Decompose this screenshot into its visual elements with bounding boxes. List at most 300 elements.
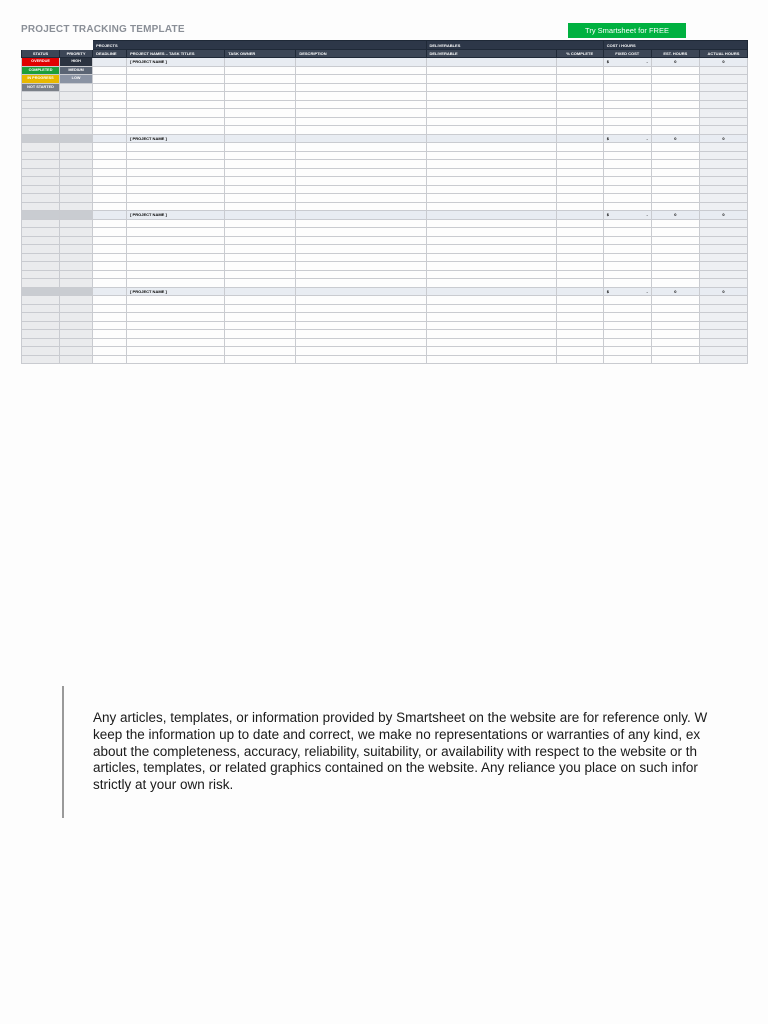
task-owner-cell[interactable] xyxy=(225,253,296,262)
actual-hours-cell[interactable] xyxy=(699,168,747,177)
deliverable-cell[interactable] xyxy=(426,355,556,364)
deadline-cell[interactable] xyxy=(93,338,127,347)
pct-complete-cell[interactable] xyxy=(556,92,603,101)
status-cell[interactable] xyxy=(22,279,60,288)
actual-hours-cell[interactable]: 0 xyxy=(699,211,747,220)
deliverable-cell[interactable] xyxy=(426,270,556,279)
deliverable-cell[interactable] xyxy=(426,313,556,322)
status-cell[interactable] xyxy=(22,321,60,330)
priority-cell[interactable] xyxy=(60,228,93,237)
priority-cell[interactable] xyxy=(60,236,93,245)
description-cell[interactable] xyxy=(296,236,426,245)
pct-complete-cell[interactable] xyxy=(556,151,603,160)
deadline-cell[interactable] xyxy=(93,211,127,220)
project-name-cell[interactable] xyxy=(127,355,225,364)
deadline-cell[interactable] xyxy=(93,202,127,211)
project-name-cell[interactable] xyxy=(127,270,225,279)
est-hours-cell[interactable] xyxy=(651,83,699,92)
status-cell[interactable] xyxy=(22,177,60,186)
actual-hours-cell[interactable] xyxy=(699,151,747,160)
task-owner-cell[interactable] xyxy=(225,83,296,92)
actual-hours-cell[interactable] xyxy=(699,262,747,271)
fixed-cost-cell[interactable] xyxy=(603,83,651,92)
task-owner-cell[interactable] xyxy=(225,168,296,177)
project-name-cell[interactable] xyxy=(127,296,225,305)
status-cell[interactable] xyxy=(22,347,60,356)
actual-hours-cell[interactable] xyxy=(699,347,747,356)
priority-cell[interactable] xyxy=(60,321,93,330)
pct-complete-cell[interactable] xyxy=(556,279,603,288)
pct-complete-cell[interactable] xyxy=(556,177,603,186)
task-owner-cell[interactable] xyxy=(225,100,296,109)
fixed-cost-cell[interactable] xyxy=(603,143,651,152)
actual-hours-cell[interactable] xyxy=(699,321,747,330)
est-hours-cell[interactable]: 0 xyxy=(651,134,699,143)
deliverable-cell[interactable] xyxy=(426,296,556,305)
task-owner-cell[interactable] xyxy=(225,160,296,169)
status-cell[interactable] xyxy=(22,168,60,177)
status-cell[interactable] xyxy=(22,236,60,245)
pct-complete-cell[interactable] xyxy=(556,245,603,254)
description-cell[interactable] xyxy=(296,355,426,364)
deliverable-cell[interactable] xyxy=(426,185,556,194)
pct-complete-cell[interactable] xyxy=(556,296,603,305)
actual-hours-cell[interactable] xyxy=(699,177,747,186)
actual-hours-cell[interactable] xyxy=(699,253,747,262)
description-cell[interactable] xyxy=(296,126,426,135)
priority-cell[interactable] xyxy=(60,211,93,220)
fixed-cost-cell[interactable] xyxy=(603,304,651,313)
task-owner-cell[interactable] xyxy=(225,177,296,186)
deadline-cell[interactable] xyxy=(93,92,127,101)
est-hours-cell[interactable] xyxy=(651,279,699,288)
task-owner-cell[interactable] xyxy=(225,126,296,135)
deadline-cell[interactable] xyxy=(93,75,127,84)
description-cell[interactable] xyxy=(296,279,426,288)
task-owner-cell[interactable] xyxy=(225,245,296,254)
est-hours-cell[interactable] xyxy=(651,194,699,203)
fixed-cost-cell[interactable] xyxy=(603,160,651,169)
project-name-cell[interactable] xyxy=(127,253,225,262)
fixed-cost-cell[interactable] xyxy=(603,355,651,364)
priority-cell[interactable] xyxy=(60,177,93,186)
status-cell[interactable] xyxy=(22,287,60,296)
est-hours-cell[interactable] xyxy=(651,253,699,262)
deliverable-cell[interactable] xyxy=(426,160,556,169)
deliverable-cell[interactable] xyxy=(426,304,556,313)
est-hours-cell[interactable] xyxy=(651,185,699,194)
priority-cell[interactable] xyxy=(60,304,93,313)
deadline-cell[interactable] xyxy=(93,83,127,92)
deliverable-cell[interactable] xyxy=(426,245,556,254)
description-cell[interactable] xyxy=(296,160,426,169)
description-cell[interactable] xyxy=(296,185,426,194)
task-owner-cell[interactable] xyxy=(225,287,296,296)
pct-complete-cell[interactable] xyxy=(556,338,603,347)
fixed-cost-cell[interactable] xyxy=(603,58,651,67)
deadline-cell[interactable] xyxy=(93,228,127,237)
deliverable-cell[interactable] xyxy=(426,143,556,152)
pct-complete-cell[interactable] xyxy=(556,262,603,271)
project-name-cell[interactable] xyxy=(127,143,225,152)
est-hours-cell[interactable]: 0 xyxy=(651,211,699,220)
task-owner-cell[interactable] xyxy=(225,134,296,143)
project-name-cell[interactable] xyxy=(127,185,225,194)
est-hours-cell[interactable]: 0 xyxy=(651,58,699,67)
deliverable-cell[interactable] xyxy=(426,236,556,245)
priority-cell[interactable] xyxy=(60,219,93,228)
project-name-cell[interactable] xyxy=(127,236,225,245)
fixed-cost-cell[interactable] xyxy=(603,66,651,75)
fixed-cost-cell[interactable] xyxy=(603,92,651,101)
est-hours-cell[interactable] xyxy=(651,75,699,84)
deadline-cell[interactable] xyxy=(93,151,127,160)
project-name-cell[interactable] xyxy=(127,194,225,203)
est-hours-cell[interactable] xyxy=(651,313,699,322)
project-name-cell[interactable] xyxy=(127,228,225,237)
deadline-cell[interactable] xyxy=(93,287,127,296)
task-owner-cell[interactable] xyxy=(225,75,296,84)
actual-hours-cell[interactable] xyxy=(699,83,747,92)
priority-cell[interactable] xyxy=(60,313,93,322)
deadline-cell[interactable] xyxy=(93,160,127,169)
priority-cell[interactable] xyxy=(60,185,93,194)
deadline-cell[interactable] xyxy=(93,194,127,203)
deadline-cell[interactable] xyxy=(93,66,127,75)
priority-cell[interactable] xyxy=(60,117,93,126)
description-cell[interactable] xyxy=(296,321,426,330)
project-name-label[interactable]: [ PROJECT NAME ] xyxy=(127,58,225,67)
description-cell[interactable] xyxy=(296,194,426,203)
project-name-label[interactable]: [ PROJECT NAME ] xyxy=(127,287,225,296)
actual-hours-cell[interactable] xyxy=(699,228,747,237)
est-hours-cell[interactable] xyxy=(651,92,699,101)
deliverable-cell[interactable] xyxy=(426,211,556,220)
status-cell[interactable] xyxy=(22,338,60,347)
priority-cell[interactable] xyxy=(60,270,93,279)
pct-complete-cell[interactable] xyxy=(556,304,603,313)
deliverable-cell[interactable] xyxy=(426,347,556,356)
actual-hours-cell[interactable] xyxy=(699,245,747,254)
actual-hours-cell[interactable] xyxy=(699,143,747,152)
status-cell[interactable] xyxy=(22,313,60,322)
project-name-cell[interactable] xyxy=(127,117,225,126)
actual-hours-cell[interactable] xyxy=(699,313,747,322)
priority-cell[interactable] xyxy=(60,347,93,356)
fixed-cost-cell[interactable] xyxy=(603,134,651,143)
fixed-cost-cell[interactable] xyxy=(603,338,651,347)
deadline-cell[interactable] xyxy=(93,117,127,126)
deadline-cell[interactable] xyxy=(93,304,127,313)
est-hours-cell[interactable] xyxy=(651,219,699,228)
project-name-cell[interactable] xyxy=(127,330,225,339)
deadline-cell[interactable] xyxy=(93,100,127,109)
task-owner-cell[interactable] xyxy=(225,143,296,152)
actual-hours-cell[interactable] xyxy=(699,109,747,118)
project-name-cell[interactable] xyxy=(127,151,225,160)
task-owner-cell[interactable] xyxy=(225,270,296,279)
fixed-cost-cell[interactable] xyxy=(603,75,651,84)
est-hours-cell[interactable] xyxy=(651,100,699,109)
priority-cell[interactable] xyxy=(60,245,93,254)
task-owner-cell[interactable] xyxy=(225,228,296,237)
description-cell[interactable] xyxy=(296,253,426,262)
est-hours-cell[interactable] xyxy=(651,347,699,356)
deadline-cell[interactable] xyxy=(93,262,127,271)
pct-complete-cell[interactable] xyxy=(556,117,603,126)
project-name-cell[interactable] xyxy=(127,100,225,109)
fixed-cost-cell[interactable] xyxy=(603,347,651,356)
fixed-cost-cell[interactable] xyxy=(603,211,651,220)
project-name-cell[interactable] xyxy=(127,83,225,92)
est-hours-cell[interactable] xyxy=(651,296,699,305)
status-cell[interactable] xyxy=(22,296,60,305)
pct-complete-cell[interactable] xyxy=(556,126,603,135)
task-owner-cell[interactable] xyxy=(225,219,296,228)
deliverable-cell[interactable] xyxy=(426,134,556,143)
actual-hours-cell[interactable] xyxy=(699,304,747,313)
fixed-cost-cell[interactable] xyxy=(603,330,651,339)
description-cell[interactable] xyxy=(296,347,426,356)
fixed-cost-cell[interactable] xyxy=(603,236,651,245)
deliverable-cell[interactable] xyxy=(426,83,556,92)
est-hours-cell[interactable] xyxy=(651,304,699,313)
description-cell[interactable] xyxy=(296,313,426,322)
status-cell[interactable] xyxy=(22,194,60,203)
description-cell[interactable] xyxy=(296,177,426,186)
fixed-cost-cell[interactable] xyxy=(603,100,651,109)
fixed-cost-cell[interactable] xyxy=(603,262,651,271)
fixed-cost-cell[interactable] xyxy=(603,151,651,160)
description-cell[interactable] xyxy=(296,330,426,339)
pct-complete-cell[interactable] xyxy=(556,83,603,92)
status-cell[interactable] xyxy=(22,143,60,152)
est-hours-cell[interactable] xyxy=(651,245,699,254)
est-hours-cell[interactable] xyxy=(651,168,699,177)
est-hours-cell[interactable] xyxy=(651,262,699,271)
est-hours-cell[interactable] xyxy=(651,202,699,211)
pct-complete-cell[interactable] xyxy=(556,355,603,364)
deliverable-cell[interactable] xyxy=(426,338,556,347)
priority-cell[interactable] xyxy=(60,253,93,262)
fixed-cost-cell[interactable] xyxy=(603,109,651,118)
status-cell[interactable] xyxy=(22,330,60,339)
task-owner-cell[interactable] xyxy=(225,211,296,220)
deadline-cell[interactable] xyxy=(93,279,127,288)
pct-complete-cell[interactable] xyxy=(556,194,603,203)
task-owner-cell[interactable] xyxy=(225,92,296,101)
actual-hours-cell[interactable]: 0 xyxy=(699,58,747,67)
priority-cell[interactable] xyxy=(60,151,93,160)
fixed-cost-cell[interactable] xyxy=(603,117,651,126)
actual-hours-cell[interactable] xyxy=(699,202,747,211)
est-hours-cell[interactable] xyxy=(651,338,699,347)
description-cell[interactable] xyxy=(296,228,426,237)
pct-complete-cell[interactable] xyxy=(556,109,603,118)
task-owner-cell[interactable] xyxy=(225,347,296,356)
actual-hours-cell[interactable] xyxy=(699,330,747,339)
description-cell[interactable] xyxy=(296,202,426,211)
task-owner-cell[interactable] xyxy=(225,304,296,313)
deliverable-cell[interactable] xyxy=(426,321,556,330)
priority-cell[interactable] xyxy=(60,355,93,364)
deadline-cell[interactable] xyxy=(93,355,127,364)
actual-hours-cell[interactable] xyxy=(699,194,747,203)
project-name-cell[interactable] xyxy=(127,109,225,118)
deliverable-cell[interactable] xyxy=(426,202,556,211)
status-cell[interactable] xyxy=(22,160,60,169)
fixed-cost-cell[interactable] xyxy=(603,270,651,279)
project-name-cell[interactable] xyxy=(127,321,225,330)
status-cell[interactable] xyxy=(22,126,60,135)
deliverable-cell[interactable] xyxy=(426,100,556,109)
fixed-cost-cell[interactable] xyxy=(603,296,651,305)
actual-hours-cell[interactable] xyxy=(699,219,747,228)
est-hours-cell[interactable] xyxy=(651,109,699,118)
project-name-label[interactable]: [ PROJECT NAME ] xyxy=(127,134,225,143)
pct-complete-cell[interactable] xyxy=(556,228,603,237)
deadline-cell[interactable] xyxy=(93,330,127,339)
actual-hours-cell[interactable] xyxy=(699,100,747,109)
description-cell[interactable] xyxy=(296,134,426,143)
est-hours-cell[interactable] xyxy=(651,270,699,279)
project-name-cell[interactable] xyxy=(127,75,225,84)
status-cell[interactable] xyxy=(22,355,60,364)
priority-cell[interactable] xyxy=(60,279,93,288)
priority-cell[interactable] xyxy=(60,194,93,203)
est-hours-cell[interactable] xyxy=(651,355,699,364)
deliverable-cell[interactable] xyxy=(426,262,556,271)
priority-cell[interactable] xyxy=(60,143,93,152)
actual-hours-cell[interactable] xyxy=(699,338,747,347)
actual-hours-cell[interactable] xyxy=(699,126,747,135)
description-cell[interactable] xyxy=(296,168,426,177)
actual-hours-cell[interactable] xyxy=(699,117,747,126)
est-hours-cell[interactable]: 0 xyxy=(651,287,699,296)
deliverable-cell[interactable] xyxy=(426,219,556,228)
description-cell[interactable] xyxy=(296,83,426,92)
priority-cell[interactable] xyxy=(60,287,93,296)
deliverable-cell[interactable] xyxy=(426,151,556,160)
deadline-cell[interactable] xyxy=(93,177,127,186)
pct-complete-cell[interactable] xyxy=(556,75,603,84)
project-name-cell[interactable] xyxy=(127,245,225,254)
fixed-cost-cell[interactable] xyxy=(603,177,651,186)
fixed-cost-cell[interactable] xyxy=(603,126,651,135)
status-cell[interactable] xyxy=(22,134,60,143)
est-hours-cell[interactable] xyxy=(651,177,699,186)
deadline-cell[interactable] xyxy=(93,296,127,305)
task-owner-cell[interactable] xyxy=(225,194,296,203)
deliverable-cell[interactable] xyxy=(426,126,556,135)
est-hours-cell[interactable] xyxy=(651,321,699,330)
deadline-cell[interactable] xyxy=(93,109,127,118)
status-cell[interactable] xyxy=(22,185,60,194)
priority-cell[interactable] xyxy=(60,100,93,109)
project-name-cell[interactable] xyxy=(127,279,225,288)
description-cell[interactable] xyxy=(296,245,426,254)
description-cell[interactable] xyxy=(296,117,426,126)
est-hours-cell[interactable] xyxy=(651,236,699,245)
actual-hours-cell[interactable] xyxy=(699,160,747,169)
deadline-cell[interactable] xyxy=(93,126,127,135)
fixed-cost-cell[interactable] xyxy=(603,253,651,262)
est-hours-cell[interactable] xyxy=(651,151,699,160)
priority-cell[interactable] xyxy=(60,330,93,339)
priority-cell[interactable] xyxy=(60,92,93,101)
actual-hours-cell[interactable]: 0 xyxy=(699,287,747,296)
project-name-cell[interactable] xyxy=(127,219,225,228)
status-cell[interactable] xyxy=(22,151,60,160)
deliverable-cell[interactable] xyxy=(426,330,556,339)
try-smartsheet-button[interactable]: Try Smartsheet for FREE xyxy=(568,23,686,38)
actual-hours-cell[interactable] xyxy=(699,270,747,279)
description-cell[interactable] xyxy=(296,109,426,118)
deliverable-cell[interactable] xyxy=(426,228,556,237)
pct-complete-cell[interactable] xyxy=(556,347,603,356)
task-owner-cell[interactable] xyxy=(225,151,296,160)
pct-complete-cell[interactable] xyxy=(556,236,603,245)
status-cell[interactable] xyxy=(22,202,60,211)
deadline-cell[interactable] xyxy=(93,134,127,143)
deadline-cell[interactable] xyxy=(93,253,127,262)
pct-complete-cell[interactable] xyxy=(556,321,603,330)
project-name-cell[interactable] xyxy=(127,313,225,322)
actual-hours-cell[interactable] xyxy=(699,296,747,305)
deadline-cell[interactable] xyxy=(93,143,127,152)
description-cell[interactable] xyxy=(296,66,426,75)
priority-cell[interactable] xyxy=(60,134,93,143)
deliverable-cell[interactable] xyxy=(426,194,556,203)
description-cell[interactable] xyxy=(296,262,426,271)
task-owner-cell[interactable] xyxy=(225,330,296,339)
priority-cell[interactable] xyxy=(60,202,93,211)
deadline-cell[interactable] xyxy=(93,245,127,254)
pct-complete-cell[interactable] xyxy=(556,211,603,220)
pct-complete-cell[interactable] xyxy=(556,160,603,169)
task-owner-cell[interactable] xyxy=(225,338,296,347)
priority-cell[interactable] xyxy=(60,160,93,169)
description-cell[interactable] xyxy=(296,75,426,84)
description-cell[interactable] xyxy=(296,92,426,101)
fixed-cost-cell[interactable] xyxy=(603,185,651,194)
deliverable-cell[interactable] xyxy=(426,75,556,84)
priority-cell[interactable] xyxy=(60,296,93,305)
deliverable-cell[interactable] xyxy=(426,177,556,186)
deliverable-cell[interactable] xyxy=(426,66,556,75)
deadline-cell[interactable] xyxy=(93,168,127,177)
pct-complete-cell[interactable] xyxy=(556,185,603,194)
deliverable-cell[interactable] xyxy=(426,253,556,262)
task-owner-cell[interactable] xyxy=(225,313,296,322)
pct-complete-cell[interactable] xyxy=(556,270,603,279)
project-name-label[interactable]: [ PROJECT NAME ] xyxy=(127,211,225,220)
status-cell[interactable] xyxy=(22,109,60,118)
pct-complete-cell[interactable] xyxy=(556,168,603,177)
description-cell[interactable] xyxy=(296,151,426,160)
deliverable-cell[interactable] xyxy=(426,58,556,67)
deliverable-cell[interactable] xyxy=(426,168,556,177)
project-name-cell[interactable] xyxy=(127,262,225,271)
est-hours-cell[interactable] xyxy=(651,126,699,135)
project-name-cell[interactable] xyxy=(127,338,225,347)
description-cell[interactable] xyxy=(296,270,426,279)
pct-complete-cell[interactable] xyxy=(556,100,603,109)
task-owner-cell[interactable] xyxy=(225,66,296,75)
pct-complete-cell[interactable] xyxy=(556,253,603,262)
project-name-cell[interactable] xyxy=(127,92,225,101)
project-name-cell[interactable] xyxy=(127,177,225,186)
